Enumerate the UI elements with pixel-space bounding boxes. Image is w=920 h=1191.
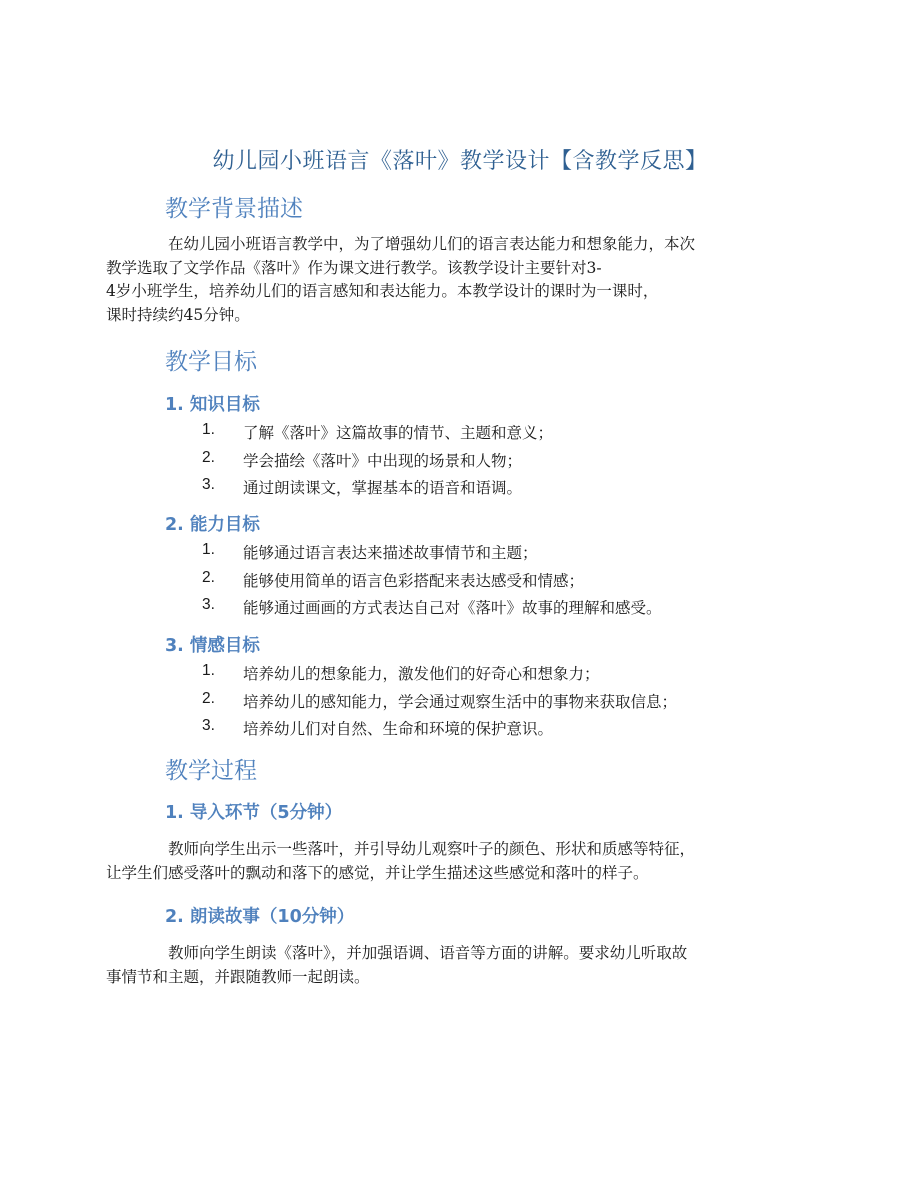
list-item: 2. 学会描绘《落叶》中出现的场景和人物； [202, 448, 523, 470]
ability-goals-list [200, 541, 780, 624]
section-heading-goals: 教学目标 [165, 349, 257, 375]
list-item: 3. 能够通过画画的方式表达自己对《落叶》故事的理解和感受。 [202, 596, 662, 617]
paragraph-line: 4岁小班学生，培养幼儿们的语言感知和表达能力。本教学设计的课时为一课时， [106, 282, 659, 300]
background-paragraph [106, 233, 777, 327]
subsection-heading-emotion: 3. 情感目标 [165, 636, 260, 656]
emotion-goals-list [200, 662, 780, 745]
subsection-heading-intro: 1. 导入环节（5分钟） [165, 803, 343, 823]
paragraph-line: 课时持续约45分钟。 [106, 305, 250, 324]
list-item: 1. 能够通过语言表达来描述故事情节和主题； [202, 541, 538, 562]
document-title: 幼儿园小班语言《落叶》教学设计【含教学反思】 [212, 149, 708, 174]
section-heading-background: 教学背景描述 [165, 196, 303, 222]
paragraph-line: 教学选取了文学作品《落叶》作为课文进行教学。该教学设计主要针对3- [106, 258, 602, 277]
paragraph-line: 教师向学生出示一些落叶，并引导幼儿观察叶子的颜色、形状和质感等特征， [168, 840, 696, 858]
subsection-heading-ability: 2. 能力目标 [165, 515, 260, 535]
list-item: 3. 培养幼儿们对自然、生命和环境的保护意识。 [202, 717, 554, 738]
list-item: 1. 了解《落叶》这篇故事的情节、主题和意义； [202, 421, 554, 442]
subsection-heading-reading: 2. 朗读故事（10分钟） [165, 907, 355, 927]
paragraph-line: 在幼儿园小班语言教学中，为了增强幼儿们的语言表达能力和想象能力，本次 [168, 235, 696, 253]
subsection-heading-knowledge: 1. 知识目标 [165, 395, 260, 415]
knowledge-goals-list [200, 421, 780, 504]
paragraph-line: 让学生们感受落叶的飘动和落下的感觉，并让学生描述这些感觉和落叶的样子。 [106, 863, 649, 882]
paragraph-line: 事情节和主题，并跟随教师一起朗读。 [106, 967, 370, 986]
paragraph-line: 教师向学生朗读《落叶》，并加强语调、语音等方面的讲解。要求幼儿听取故 [168, 944, 688, 962]
section-heading-process: 教学过程 [165, 758, 257, 784]
list-item: 2. 培养幼儿的感知能力，学会通过观察生活中的事物来获取信息； [202, 689, 678, 711]
list-item: 1. 培养幼儿的想象能力，激发他们的好奇心和想象力； [202, 662, 600, 683]
list-item: 3. 通过朗读课文，掌握基本的语音和语调。 [202, 476, 523, 497]
intro-paragraph [106, 838, 777, 885]
list-item: 2. 能够使用简单的语言色彩搭配来表达感受和情感； [202, 568, 585, 590]
reading-paragraph [106, 942, 777, 989]
